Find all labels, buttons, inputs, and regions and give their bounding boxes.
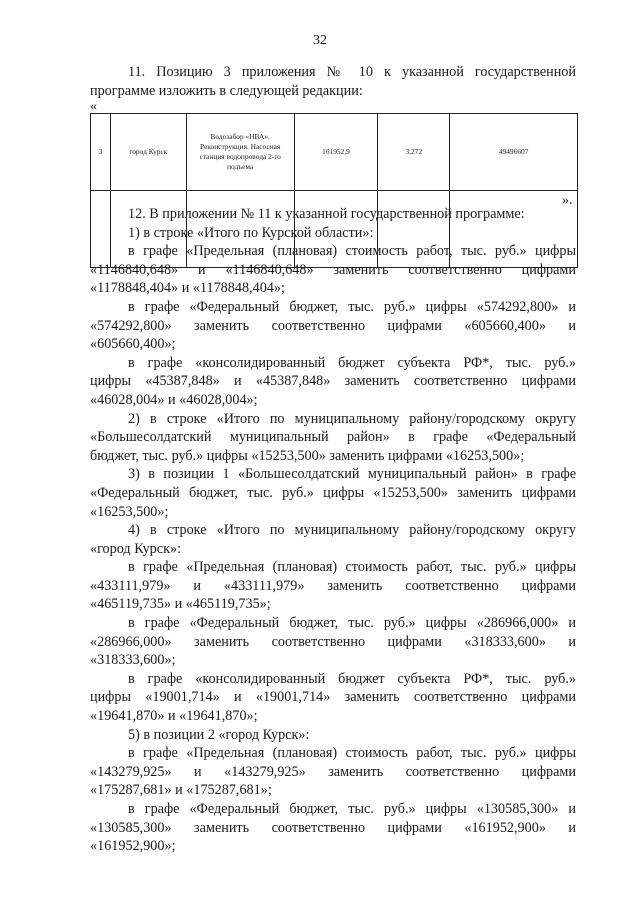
item-11-line-2: программе изложить в следующей редакции: [90, 82, 363, 99]
item-12-body [90, 205, 576, 856]
open-quote: « [90, 99, 97, 114]
item-12-line: «161952,900»; [90, 838, 176, 855]
cell-num: 3 [91, 114, 111, 191]
cell-object: Водозабор «НВА». Реконструкция. Насосная станция водопровода 2-го подъема [186, 114, 294, 191]
item-12-line: «286966,000» заменить соответственно цифрами «318333,600» и [90, 633, 576, 650]
item-12-line: «465119,735» и «465119,735»; [90, 596, 271, 613]
item-12-line: бюджет, тыс. руб.» цифры «15253,500» заменить цифрами «16253,500»; [90, 447, 525, 464]
page-number: 32 [313, 33, 327, 48]
item-12-line: 12. В приложении № 11 к указанной государственной программе: [128, 206, 525, 222]
item-12-line: в графе «консолидированный бюджет субъекта РФ*, тыс. руб.» [128, 354, 576, 371]
item-12-line: «16253,500»; [90, 503, 169, 520]
item-12-line: 1) в строке «Итого по Курской области»: [128, 224, 374, 241]
item-12-line: «433111,979» и «433111,979» заменить соответственно цифрами [90, 577, 576, 594]
item-12-line: «46028,004» и «46028,004»; [90, 391, 258, 408]
item-12-line: в графе «Федеральный бюджет, тыс. руб.» цифры «130585,300» и [128, 801, 576, 817]
item-12-line: 3) в позиции 1 «Большесолдатский муниципальный район» в графе [128, 466, 576, 483]
item-12-line: «город Курск»: [90, 540, 182, 557]
table-row [91, 114, 578, 191]
item-12-line: в графе «Федеральный бюджет, тыс. руб.» цифры «574292,800» и [128, 298, 576, 315]
item-11-line-1: 11. Позицию 3 приложения № 10 к указанной государственной [128, 64, 576, 80]
item-12-line: 5) в позиции 2 «город Курск»: [128, 726, 310, 743]
cell-city: город Курск [110, 114, 186, 191]
item-12-line: «1146840,648» и «1146840,648» заменить соответственно цифрами [90, 261, 576, 278]
cell-capacity: 3,272 [378, 114, 450, 191]
item-12-line: «19641,870» и «19641,870»; [90, 708, 258, 725]
item-12-line: в графе «Предельная (плановая) стоимость работ, тыс. руб.» цифры [128, 745, 576, 762]
item-12-line: 4) в строке «Итого по муниципальному району/городскому округу [128, 522, 576, 539]
item-12-line: цифры «45387,848» и «45387,848» заменить соответственно цифрами [90, 373, 576, 390]
item-12-line: «Большесолдатский муниципальный район» в графе «Федеральный [90, 429, 576, 446]
item-12-line: «130585,300» заменить соответственно цифрами «161952,900» и [90, 819, 576, 836]
item-12-line: в графе «Предельная (плановая) стоимость работ, тыс. руб.» цифры [128, 559, 576, 576]
item-12-line: в графе «Федеральный бюджет, тыс. руб.» цифры «286966,000» и [128, 615, 576, 632]
item-12-line: «574292,800» заменить соответственно цифрами «605660,400» и [90, 317, 576, 334]
item-12-line: в графе «консолидированный бюджет субъекта РФ*, тыс. руб.» [128, 670, 576, 687]
item-12-line: цифры «19001,714» и «19001,714» заменить соответственно цифрами [90, 689, 576, 706]
cell-sum: 49496607 [450, 114, 578, 191]
item-12-line: «318333,600»; [90, 652, 176, 669]
cell-cost: 161952,9 [294, 114, 378, 191]
item-12-line: «Федеральный бюджет, тыс. руб.» цифры «15253,500» заменить цифрами [90, 484, 576, 501]
close-quote: ». [562, 193, 573, 208]
item-12-line: «605660,400»; [90, 336, 176, 353]
item-12-line: «1178848,404» и «1178848,404»; [90, 280, 285, 297]
item-11-heading [90, 63, 576, 100]
item-12-line: «175287,681» и «175287,681»; [90, 782, 272, 799]
item-12-line: 2) в строке «Итого по муниципальному району/городскому округу [128, 410, 576, 427]
item-12-line: в графе «Предельная (плановая) стоимость работ, тыс. руб.» цифры [128, 243, 576, 260]
item-12-line: «143279,925» и «143279,925» заменить соответственно цифрами [90, 763, 576, 780]
